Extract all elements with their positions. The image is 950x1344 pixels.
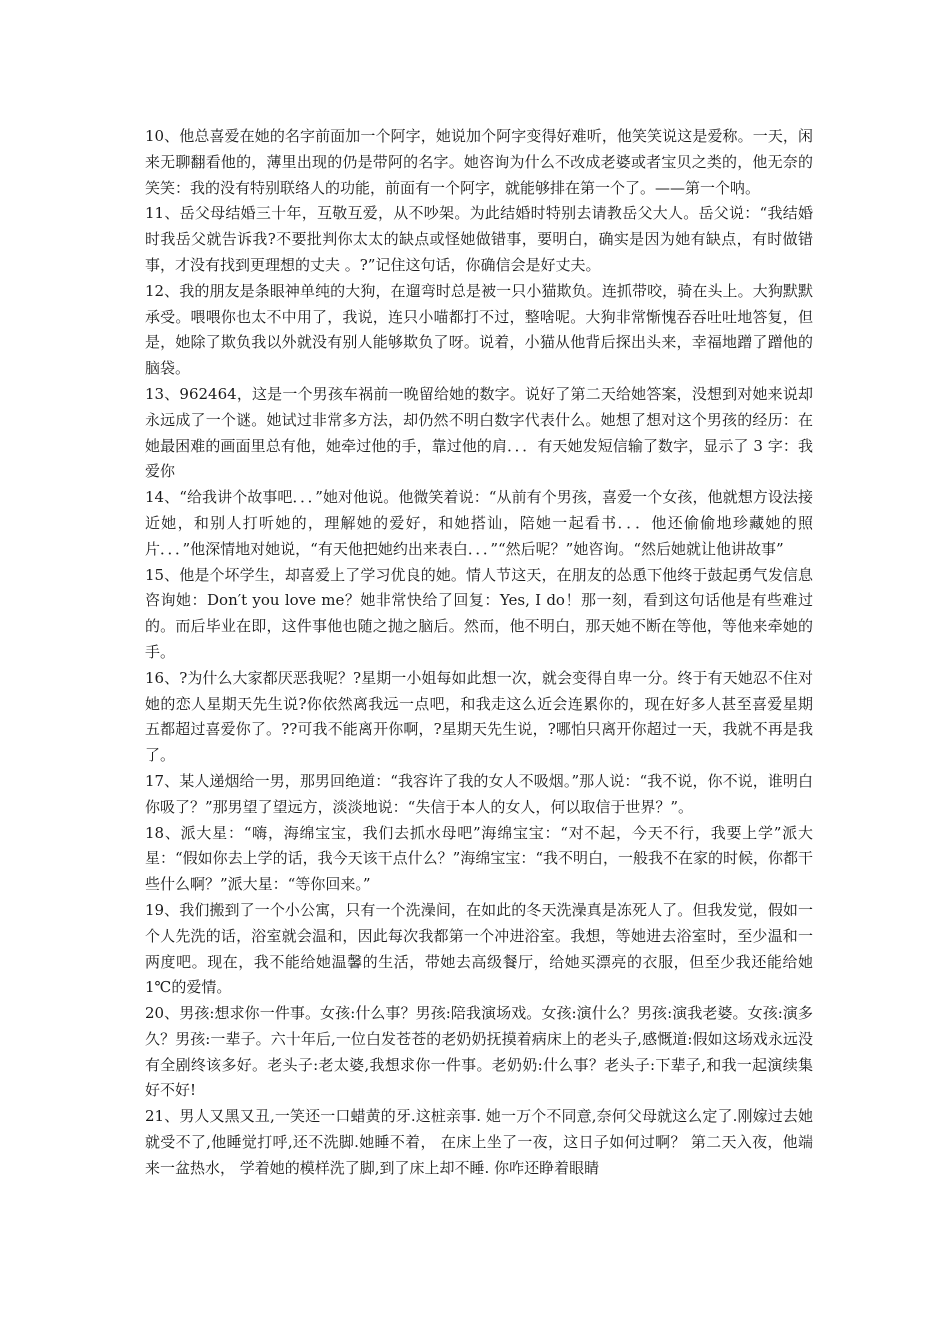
paragraph-17: 17、某人递烟给一男，那男回绝道：“我容许了我的女人不吸烟。”那人说：“我不说，你不说，谁明白你吸了？”那男望了望远方，淡淡地说：“失信于本人的女人，何以取信于世界？”。 <box>145 771 813 816</box>
paragraph-20: 20、男孩:想求你一件事。女孩:什么事？男孩:陪我演场戏。女孩:演什么？男孩:演我老婆。女孩:演多久？男孩:一辈子。六十年后,一位白发苍苍的老奶奶抚摸着病床上的老头子,感慨道:假如这场戏永远没有全剧终该多好。老头子:老太婆,我想求你一件事。老奶奶:什么事？老头子:下辈子,和我一起演续集好不好! <box>145 1004 813 1100</box>
paragraph-15: 15、他是个坏学生，却喜爱上了学习优良的她。情人节这天，在朋友的怂恿下他终于鼓起勇气发信息咨询她：Don′t you love me？她非常快给了回复：Yes, I do！那一刻，看到这句话他是有些难过的。而后毕业在即，这件事他也随之抛之脑后。然而，他不明白，那天她不断在等他，等他来牵她的手。 <box>145 565 813 661</box>
paragraph-11: 11、岳父母结婚三十年，互敬互爱，从不吵架。为此结婚时特别去请教岳父大人。岳父说：“我结婚时我岳父就告诉我?不要批判你太太的缺点或怪她做错事，要明白，确实是因为她有缺点，有时做错事，才没有找到更理想的丈夫 。?”记住这句话，你确信会是好丈夫。 <box>145 204 813 274</box>
document-body <box>145 124 813 1182</box>
paragraph-12: 12、我的朋友是条眼神单纯的大狗，在遛弯时总是被一只小猫欺负。连抓带咬，骑在头上。大狗默默承受。喂喂你也太不中用了，我说，连只小喵都打不过，整啥呢。大狗非常惭愧吞吞吐吐地答复，但是，她除了欺负我以外就没有别人能够欺负了呀。说着，小猫从他背后探出头来，幸福地蹭了蹭他的脑袋。 <box>145 281 813 378</box>
paragraph-19: 19、我们搬到了一个小公寓，只有一个洗澡间，在如此的冬天洗澡真是冻死人了。但我发觉，假如一个人先洗的话，浴室就会温和，因此每次我都第一个冲进浴室。我想，等她进去浴室时，至少温和一两度吧。现在，我不能给她温馨的生活，带她去高级餐厅，给她买漂亮的衣服，但至少我还能给她 1℃的爱情。 <box>145 900 813 997</box>
paragraph-10: 10、他总喜爱在她的名字前面加一个阿字，她说加个阿字变得好难听，他笑笑说这是爱称。一天，闲来无聊翻看他的，薄里出现的仍是带阿的名字。她咨询为什么不改成老婆或者宝贝之类的，他无奈的笑笑：我的没有特别联络人的功能，前面有一个阿字，就能够排在第一个了。——第一个呐。 <box>145 127 813 197</box>
paragraph-13: 13、962464，这是一个男孩车祸前一晚留给她的数字。说好了第二天给她答案，没想到对她来说却永远成了一个谜。她试过非常多方法，却仍然不明白数字代表什么。她想了想对这个男孩的经历：在她最困难的画面里总有他，她牵过他的手，靠过他的肩．．．有天她发短信输了数字，显示了 3 字：我爱你 <box>145 384 813 481</box>
paragraph-14: 14、“给我讲个故事吧．．．”她对他说。他微笑着说：“从前有个男孩，喜爱一个女孩，他就想方设法接近她，和别人打听她的，理解她的爱好，和她搭讪，陪她一起看书．．．他还偷偷地珍藏她的照片．．．”他深情地对她说，“有天他把她约出来表白．．．”“然后呢？”她咨询。“然后她就让他讲故事” <box>145 488 813 558</box>
paragraph-18: 18、派大星：“嗨，海绵宝宝，我们去抓水母吧”海绵宝宝：“对不起，今天不行，我要上学”派大星：“假如你去上学的话，我今天该干点什么？”海绵宝宝：“我不明白，一般我不在家的时候，你都干些什么啊？”派大星：“等你回来。” <box>145 823 814 894</box>
paragraph-21: 21、男人又黑又丑,一笑还一口蜡黄的牙.这桩亲事. 她一万个不同意,奈何父母就这么定了.刚嫁过去她就受不了,他睡觉打呼,还不洗脚.她睡不着， 在床上坐了一夜，这日子如何过啊？ 第二天入夜，他端来一盆热水， 学着她的模样洗了脚,到了床上却不睡. 你咋还睁着眼睛 <box>145 1107 813 1177</box>
paragraph-16: 16、?为什么大家都厌恶我呢？?星期一小姐每如此想一次，就会变得自卑一分。终于有天她忍不住对她的恋人星期天先生说?你依然离我远一点吧，和我走这么近会连累你的，现在好多人甚至喜爱星期五都超过喜爱你了。??可我不能离开你啊，?星期天先生说，?哪怕只离开你超过一天，我就不再是我了。 <box>145 668 813 765</box>
